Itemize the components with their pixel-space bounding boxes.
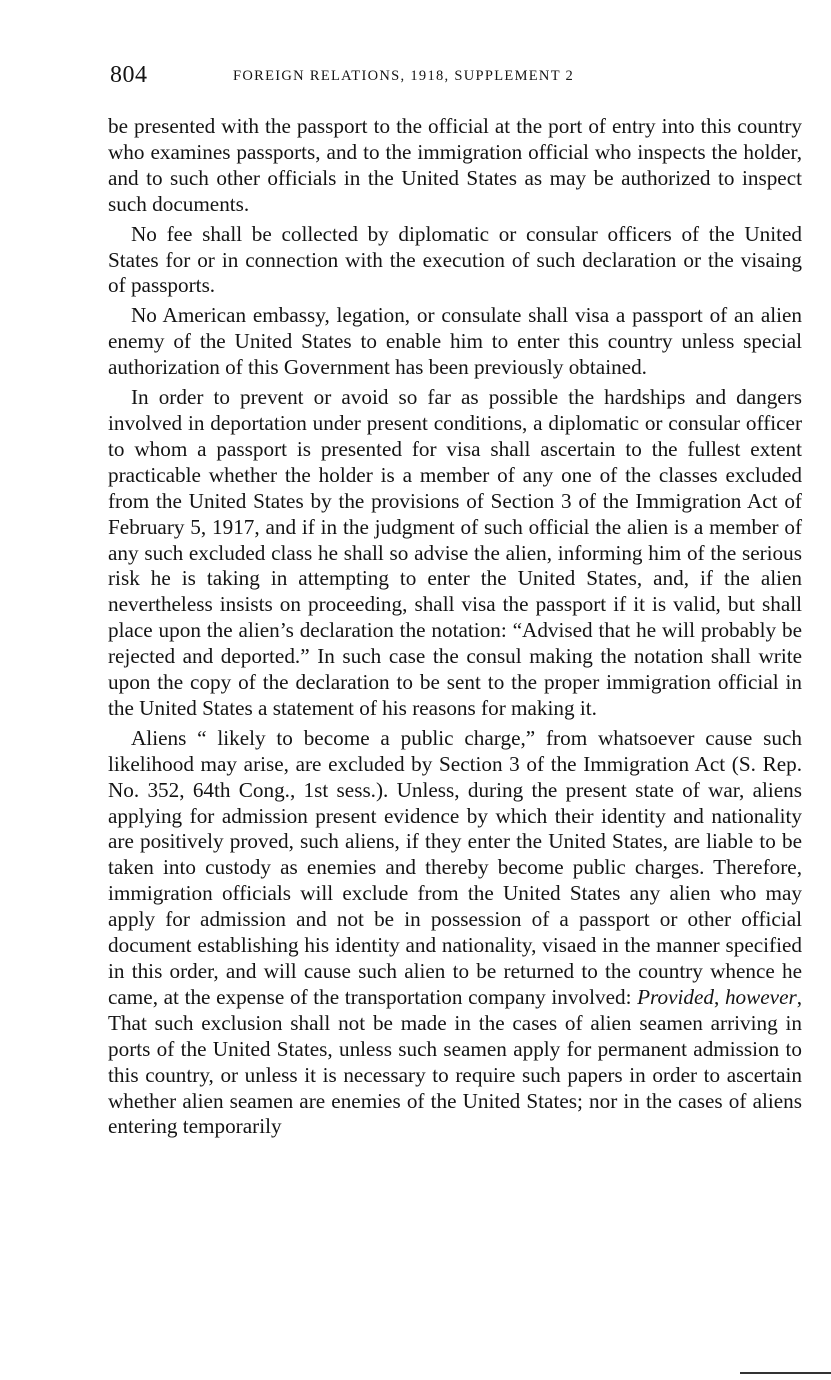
- bottom-rule-line: [740, 1372, 831, 1374]
- body-text: [108, 114, 802, 1140]
- page-number: 804: [110, 62, 148, 88]
- comma: ,: [714, 984, 720, 1009]
- running-head: FOREIGN RELATIONS, 1918, SUPPLEMENT 2: [233, 68, 575, 84]
- public-charge-text-1: Aliens “ likely to become a public charge,” from whatsoever cause such likelihood may arise, are excluded by Section 3 of the Immigration Act (S. Rep. No. 352, 64th Cong., 1st sess.). Unless, during the present state of war, aliens applying for admission present evidence by which their identity and nationality are positively proved, such aliens, if they enter the United States, are liable to be taken into custody as enemies and thereby become public charges. Therefore, immigration officials will exclude from the United States any alien who may apply for admission and not be in possession of a passport or other official document establishing his identity and nationality, visaed in the manner specified in this order, and will cause such alien to be returned to the country whence he came, at the expense of the transportation company involved:: [108, 725, 802, 1009]
- document-page: [108, 62, 802, 1144]
- paragraph-deportation-hardships: In order to prevent or avoid so far as possible the hardships and dangers involved in deportation under present conditions, a diplomatic or consular officer to whom a passport is presented for visa shall ascertain to the fullest extent practicable whether the holder is a member of any one of the classes excluded from the United States by the provisions of Section 3 of the Immigration Act of February 5, 1917, and if in the judgment of such official the alien is a member of any such excluded class he shall so advise the alien, informing him of the serious risk he is taking in attempting to enter the United States, and, if the alien nevertheless insists on proceeding, shall visa the passport if it is valid, but shall place upon the alien’s declaration the notation: “Advised that he will probably be rejected and deported.” In such case the consul making the notation shall write upon the copy of the declaration to be sent to the proper immigration official in the United States a statement of his reasons for making it.: [108, 385, 802, 720]
- public-charge-text-2: , That such exclusion shall not be made in the cases of alien seamen arriving in ports of the United States, unless such seamen apply for permanent admission to this country, or unless it is necessary to require such papers in order to ascertain whether alien seamen are enemies of the United States; nor in the cases of aliens entering temporarily: [108, 984, 803, 1139]
- page-header: [108, 62, 802, 96]
- paragraph-alien-enemy-visa: No American embassy, legation, or consulate shall visa a passport of an alien enemy of the United States to enable him to enter this country unless special authorization of this Government has been previously obtained.: [108, 303, 802, 380]
- italic-however: however: [724, 984, 797, 1009]
- paragraph-public-charge: [108, 726, 802, 1141]
- paragraph-no-fee: No fee shall be collected by diplomatic or consular officers of the United States for or in connection with the execution of such declaration or the visaing of passports.: [108, 221, 802, 298]
- paragraph-continuation: be presented with the passport to the official at the port of entry into this country who examines passports, and to the immigration official who inspects the holder, and to such other officials in the United States as may be authorized to inspect such documents.: [108, 114, 802, 216]
- italic-provided: Provided: [637, 984, 714, 1009]
